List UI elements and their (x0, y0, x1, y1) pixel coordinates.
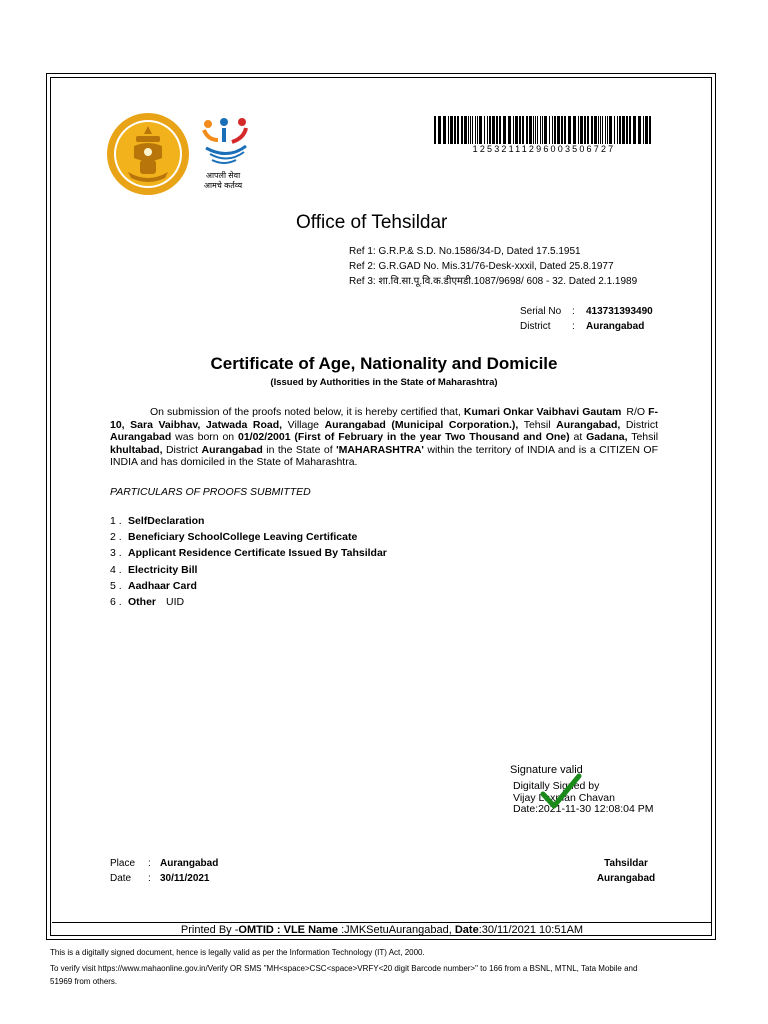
barcode-bar (515, 116, 518, 144)
aaple-sarkar-seva-logo (198, 116, 260, 196)
village-value: Aurangabad (Municipal Corporation.), (324, 418, 519, 431)
barcode-bar (598, 116, 599, 144)
vle-label: VLE Name (283, 924, 339, 936)
tehsil-value: Aurangabad, (556, 418, 621, 431)
barcode-bar (552, 116, 553, 144)
barcode-bar (554, 116, 556, 144)
at-text: at (573, 431, 583, 444)
district-label: District (520, 321, 551, 332)
district-colon: : (572, 321, 575, 332)
divider (52, 922, 712, 923)
signature-valid-text: Signature valid (510, 764, 583, 776)
officer-block (593, 856, 659, 886)
birth-place: Gadana, (586, 431, 628, 444)
date-value: 30/11/2021 (160, 873, 210, 884)
born-on-text: was born on (175, 431, 235, 444)
barcode-bar (519, 116, 521, 144)
barcode-bar (609, 116, 612, 144)
barcode-bar (434, 116, 436, 144)
proof-label: Beneficiary SchoolCollege Leaving Certificate (128, 531, 358, 544)
ref-1: Ref 1: G.R.P.& S.D. No.1586/34-D, Dated 17.5.1951 (349, 246, 581, 257)
barcode (434, 116, 654, 144)
barcode-bar (457, 116, 459, 144)
reference-list (349, 244, 637, 289)
digital-signature-block (513, 781, 653, 816)
officer-title: Tahsildar (604, 858, 648, 869)
barcode-bar (626, 116, 628, 144)
barcode-bar (629, 116, 631, 144)
serial-label: Serial No (520, 306, 562, 317)
disclaimer-line-2: To verify visit https://www.mahaonline.gov.in/Verify OR SMS "MH<space>CSC<space>VRFY<20 digit Barcode number>" to 166 from a BSNL, MTNL, Tata Mobile and (50, 964, 638, 973)
barcode-bar (484, 116, 485, 144)
certificate-title: Certificate of Age, Nationality and Domicile (210, 354, 558, 373)
district-label: District (625, 418, 659, 431)
barcode-bar (619, 116, 621, 144)
tehsil-label-2: Tehsil (631, 431, 659, 444)
proof-label: Applicant Residence Certificate Issued By Tahsildar (128, 547, 387, 560)
list-item: 2 . Beneficiary SchoolCollege Leaving Certificate (110, 531, 358, 544)
omtid-label: OMTID (238, 924, 274, 936)
place-label: Place (110, 858, 136, 869)
barcode-bar (454, 116, 456, 144)
barcode-bar (605, 116, 606, 144)
barcode-bar (513, 116, 514, 144)
barcode-bar (643, 116, 644, 144)
barcode-bar (499, 116, 501, 144)
barcode-bar (564, 116, 566, 144)
barcode-bar (438, 116, 441, 144)
list-item: 6 . Other UID (110, 596, 185, 609)
barcode-bar (600, 116, 601, 144)
logo-tagline-2: आमचे कर्तव्य (203, 181, 243, 190)
citizenship-text: within the territory of INDIA and is a CITIZEN OF INDIA and has domiciled in the State of Maharashtra. (110, 443, 658, 469)
birth-district: Aurangabad (201, 443, 263, 456)
barcode-number: 12532111296003506727 (472, 144, 616, 154)
date-label: Date (110, 873, 132, 884)
signature-line-2: Vijay Laxman Chavan (513, 791, 615, 804)
barcode-bar (472, 116, 473, 144)
barcode-bar (578, 116, 579, 144)
list-item: 4 . Electricity Bill (110, 563, 198, 576)
barcode-bar (617, 116, 618, 144)
proof-list (110, 513, 387, 610)
certificate-subtitle: (Issued by Authorities in the State of Maharashtra) (270, 377, 498, 388)
barcode-bar (568, 116, 571, 144)
date-of-birth: 01/02/2001 (First of February in the year Two Thousand and One) (238, 431, 570, 444)
barcode-bar (638, 116, 641, 144)
barcode-bar (633, 116, 636, 144)
barcode-bar (450, 116, 453, 144)
list-item: 3 . Applicant Residence Certificate Issued By Tahsildar (110, 547, 387, 560)
tehsil-label: Tehsil (523, 418, 551, 431)
barcode-bar (475, 116, 476, 144)
barcode-bar (645, 116, 648, 144)
applicant-name: Kumari Onkar Vaibhavi Gautam (463, 406, 622, 418)
barcode-bar (464, 116, 467, 144)
certificate-body (110, 406, 658, 469)
barcode-bar (522, 116, 524, 144)
barcode-bar (591, 116, 593, 144)
proof-label: Electricity Bill (128, 563, 198, 576)
barcode-bar (622, 116, 625, 144)
barcode-bar (489, 116, 491, 144)
barcode-bar (607, 116, 608, 144)
barcode-bar (587, 116, 589, 144)
officer-place: Aurangabad (596, 873, 656, 884)
barcode-bar (549, 116, 550, 144)
barcode-bar (470, 116, 471, 144)
barcode-bar (557, 116, 560, 144)
place-date-block: Place : Aurangabad Date : 30/11/2021 (110, 858, 219, 884)
barcode-bar (529, 116, 532, 144)
body-intro: On submission of the proofs noted below, it is hereby certified that, (150, 406, 461, 418)
barcode-bar (443, 116, 446, 144)
in-state-text: in the State of (266, 443, 333, 456)
signature-line-3: Date:2021-11-30 12:08:04 PM (513, 803, 654, 815)
barcode-bar (584, 116, 586, 144)
office-title: Office of Tehsildar (296, 212, 448, 233)
particulars-heading: PARTICULARS OF PROOFS SUBMITTED (110, 486, 311, 498)
place-value: Aurangabad (160, 858, 219, 869)
applicant-address: F-10, Sara Vaibhav, Jatwada Road, (110, 406, 659, 431)
barcode-bar (468, 116, 469, 144)
village-label: Village (287, 418, 320, 431)
birth-tehsil: khultabad, (110, 443, 163, 456)
barcode-bar (533, 116, 534, 144)
ro-label: R/O (626, 406, 646, 418)
district-value: Aurangabad (586, 321, 645, 332)
serial-colon: : (572, 306, 575, 317)
logo-tagline-1: आपली सेवा (205, 171, 241, 180)
district-label-2: District (165, 443, 199, 456)
barcode-bar (573, 116, 576, 144)
barcode-bar (503, 116, 506, 144)
barcode-bar (492, 116, 495, 144)
green-checkmark-icon (540, 772, 582, 812)
barcode-bar (602, 116, 603, 144)
printed-by-line: Printed By -OMTID : VLE Name :JMKSetuAurangabad, Date:30/11/2021 10:51AM (180, 924, 584, 936)
signature-line-1: Digitally Signed by (513, 780, 600, 792)
barcode-bar (461, 116, 463, 144)
barcode-bar (487, 116, 488, 144)
barcode-bar (448, 116, 449, 144)
barcode-bar (561, 116, 563, 144)
barcode-bar (526, 116, 528, 144)
printed-date-value: :30/11/2021 10:51AM (478, 924, 584, 936)
barcode-bar (649, 116, 651, 144)
barcode-bar (542, 116, 543, 144)
proof-label: Aadhaar Card (128, 579, 197, 592)
vle-value: :JMKSetuAurangabad, (338, 924, 455, 936)
proof-label: Other (128, 596, 157, 609)
proof-label: SelfDeclaration (128, 515, 205, 527)
district-value: Aurangabad (110, 431, 172, 444)
barcode-bar (544, 116, 547, 144)
barcode-bar (540, 116, 541, 144)
barcode-bar (580, 116, 583, 144)
list-item: 1 . SelfDeclaration (110, 515, 205, 527)
ref-2: Ref 2: G.R.GAD No. Mis.31/76-Desk-xxxil, Dated 25.8.1977 (349, 261, 614, 272)
barcode-bar (508, 116, 511, 144)
disclaimer-line-3: 51969 from others. (50, 977, 118, 986)
serial-number: 413731393490 (586, 306, 653, 317)
aaple-sarkar-seva-logo-icon (198, 116, 260, 166)
barcode-bar (614, 116, 615, 144)
maharashtra-government-seal-icon (106, 112, 190, 196)
serial-block (520, 304, 653, 334)
barcode-bar (594, 116, 597, 144)
barcode-bar (477, 116, 478, 144)
proof-extra: UID (166, 596, 185, 609)
barcode-bar (479, 116, 482, 144)
list-item: 5 . Aadhaar Card (110, 579, 197, 592)
barcode-bar (496, 116, 498, 144)
barcode-bar (535, 116, 536, 144)
ref-3: Ref 3: शा.वि.सा.पू.वि.क.डीएमडी.1087/9698/ 608 - 32. Dated 2.1.1989 (349, 276, 638, 287)
state-name: 'MAHARASHTRA' (336, 443, 424, 456)
barcode-bar (537, 116, 538, 144)
disclaimer-line-1: This is a digitally signed document, hence is legally valid as per the Information Technology (IT) Act, 2000. (50, 948, 425, 957)
printed-date-label: Date (454, 924, 479, 936)
